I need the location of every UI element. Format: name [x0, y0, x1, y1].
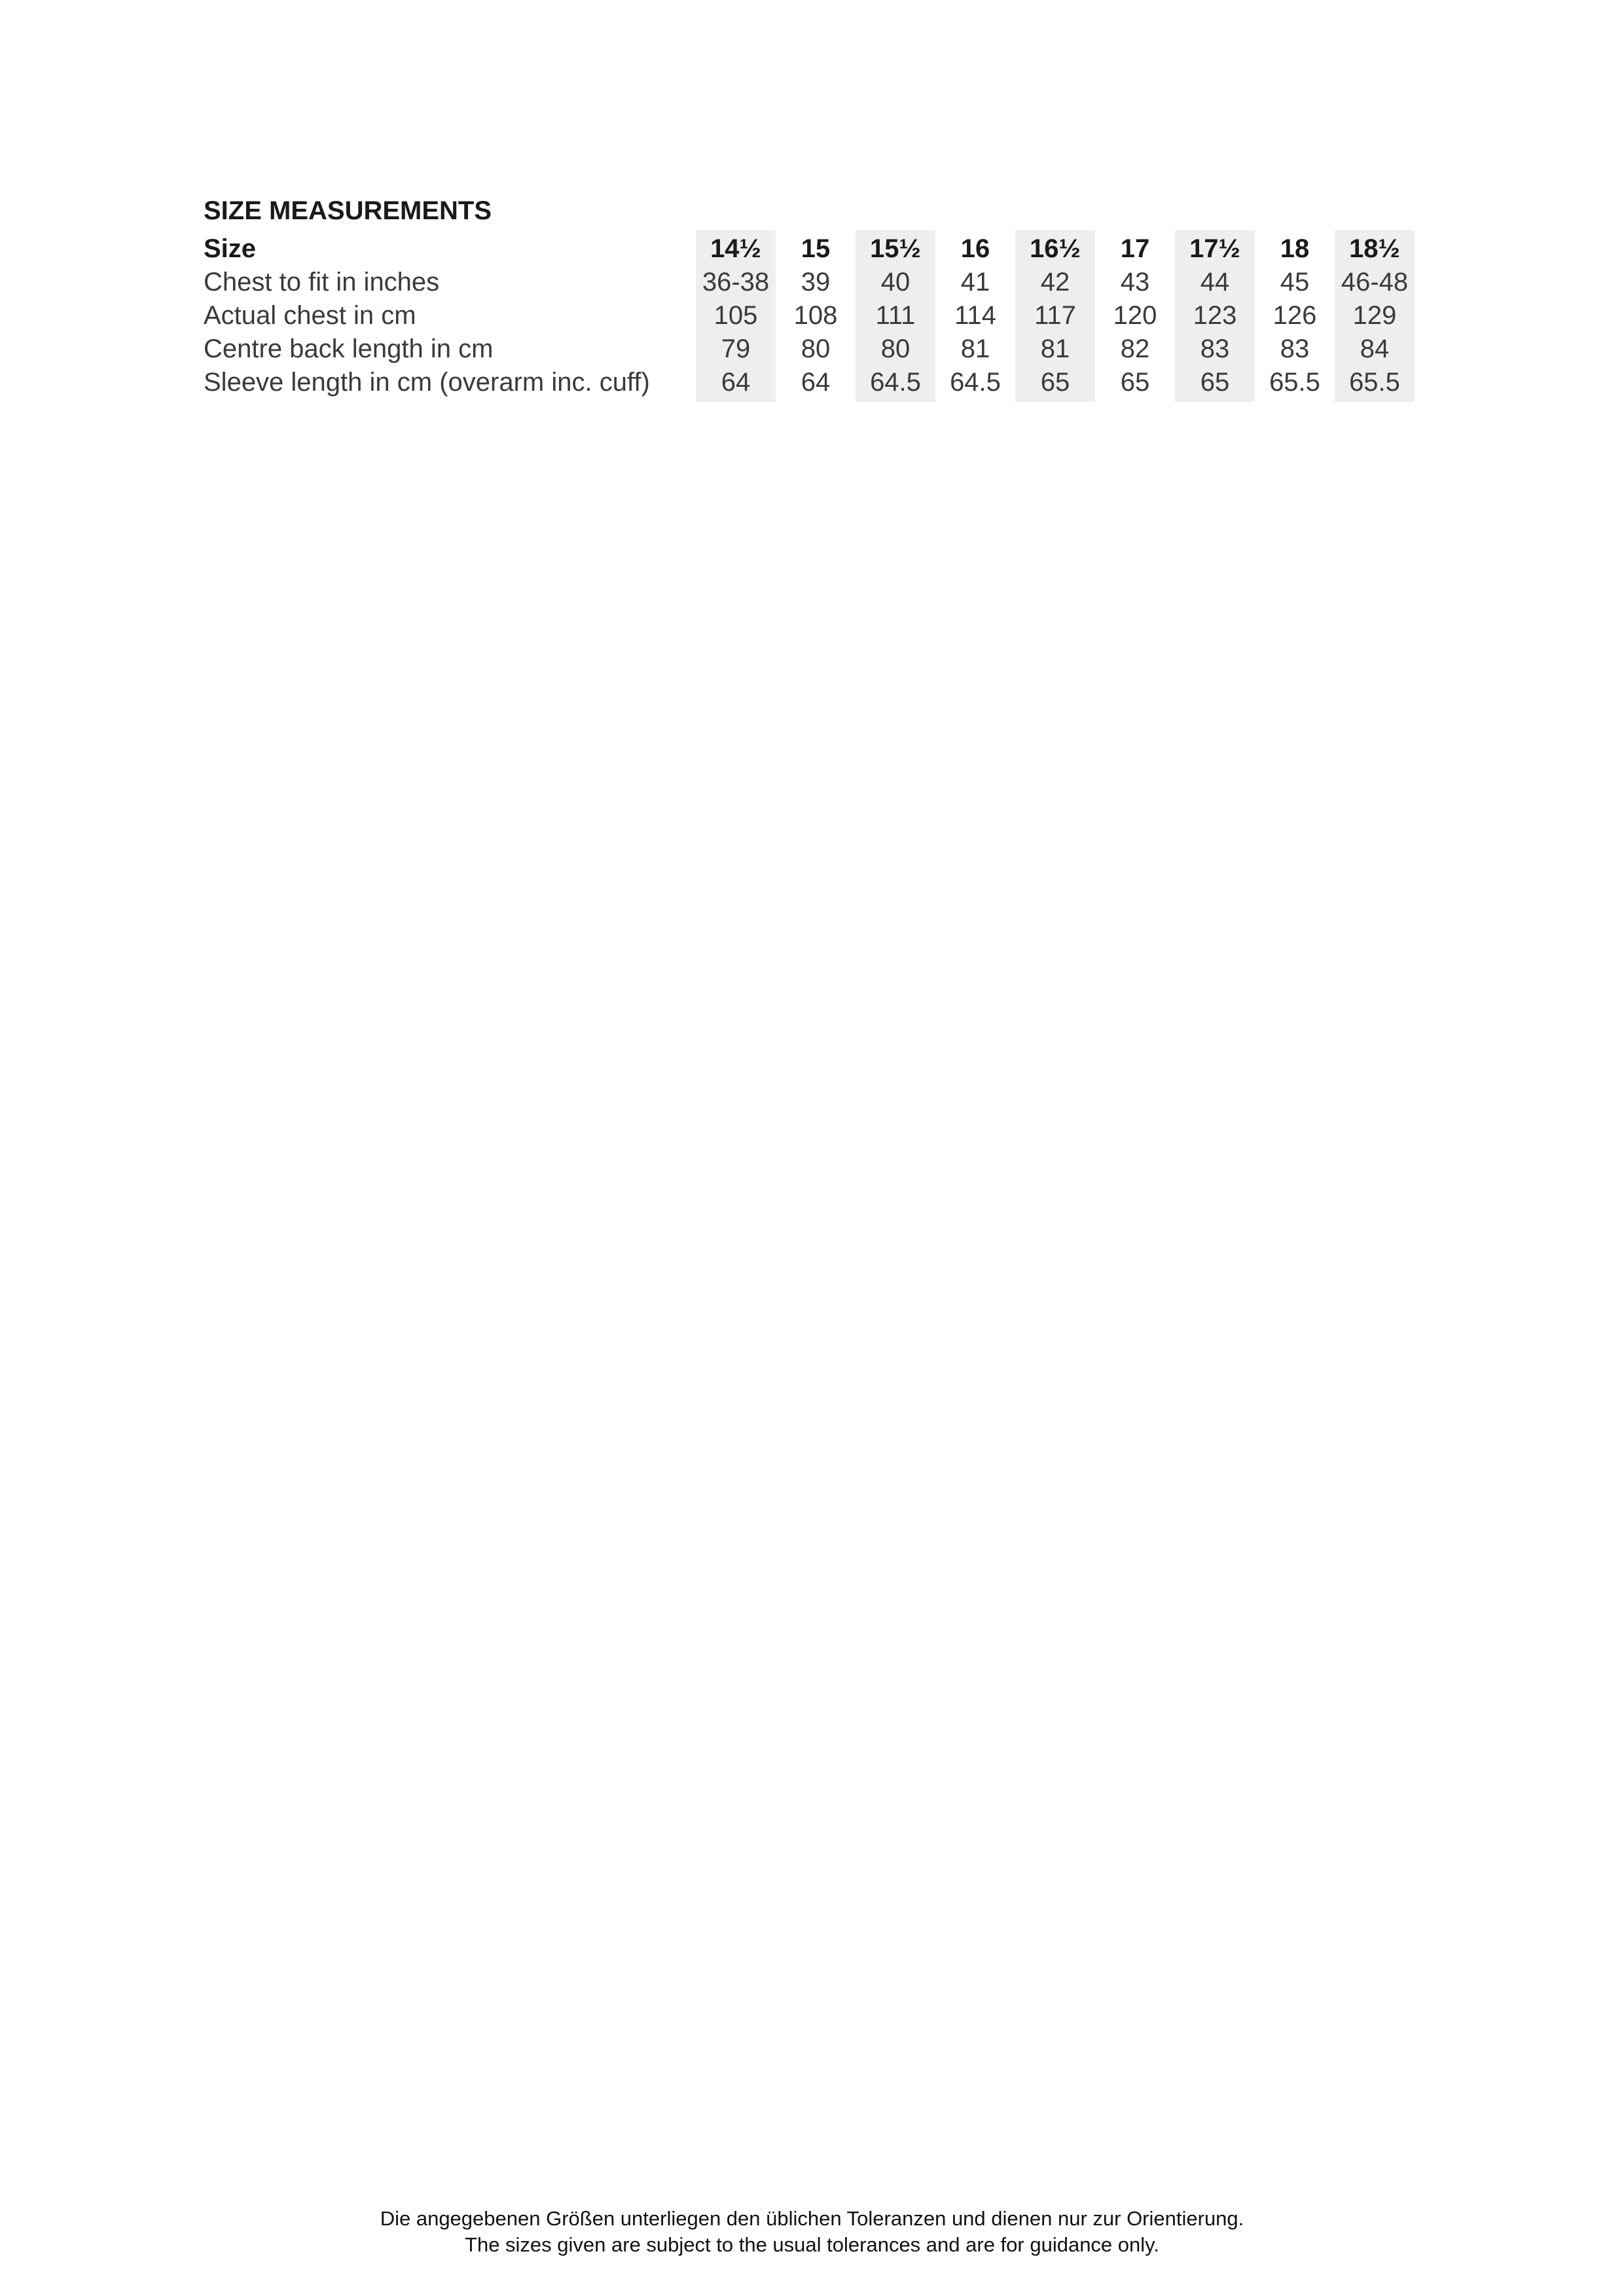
size-header: 15	[801, 234, 831, 263]
table-cell: 126	[1272, 301, 1317, 330]
table-cell: 64.5	[950, 368, 1001, 397]
table-cell: 65	[1120, 368, 1150, 397]
table-cell: 64.5	[870, 368, 921, 397]
footer-disclaimer-de: Die angegebenen Größen unterliegen den üblichen Toleranzen und dienen nur zur Orientierung.	[380, 2207, 1244, 2230]
table-cell: 108	[793, 301, 838, 330]
table-cell: 81	[1040, 334, 1070, 363]
table-header-row	[204, 232, 1415, 266]
table-cell: 43	[1120, 268, 1150, 296]
table-row	[204, 299, 1415, 332]
size-measurements-table	[204, 232, 1415, 399]
size-header: 15½	[870, 234, 921, 263]
table-cell: 117	[1034, 301, 1076, 330]
table-cell: 65.5	[1349, 368, 1400, 397]
row-label: Chest to fit in inches	[204, 268, 440, 296]
table-cell: 82	[1120, 334, 1150, 363]
table-cell: 83	[1200, 334, 1230, 363]
size-header: 17½	[1189, 234, 1240, 263]
row-label: Actual chest in cm	[204, 301, 416, 330]
size-header: 18½	[1349, 234, 1400, 263]
size-header: 14½	[710, 234, 761, 263]
table-cell: 36-38	[702, 268, 770, 296]
table-cell: 80	[880, 334, 911, 363]
table-cell: 65.5	[1269, 368, 1320, 397]
row-label: Centre back length in cm	[204, 334, 494, 363]
table-cell: 120	[1113, 301, 1157, 330]
table-row	[204, 266, 1415, 299]
row-label: Sleeve length in cm (overarm inc. cuff)	[204, 368, 650, 397]
table-row	[204, 366, 1415, 399]
table-header-label: Size	[204, 234, 257, 263]
table-cell: 65	[1200, 368, 1230, 397]
table-cell: 81	[960, 334, 990, 363]
table-row	[204, 332, 1415, 366]
size-header: 16	[960, 234, 990, 263]
table-cell: 64	[721, 368, 751, 397]
table-cell: 65	[1040, 368, 1070, 397]
size-header: 18	[1280, 234, 1310, 263]
footer-disclaimer-en: The sizes given are subject to the usual tolerances and are for guidance only.	[465, 2233, 1159, 2256]
table-cell: 41	[960, 268, 990, 296]
table-cell: 114	[954, 301, 996, 330]
table-cell: 39	[801, 268, 831, 296]
table-cell: 105	[713, 301, 758, 330]
table-cell: 129	[1352, 301, 1397, 330]
table-cell: 40	[880, 268, 911, 296]
table-cell: 45	[1280, 268, 1310, 296]
size-header: 16½	[1030, 234, 1081, 263]
table-cell: 44	[1200, 268, 1230, 296]
table-cell: 123	[1193, 301, 1237, 330]
table-cell: 42	[1040, 268, 1070, 296]
table-cell: 84	[1360, 334, 1390, 363]
table-cell: 46-48	[1341, 268, 1409, 296]
table-cell: 80	[801, 334, 831, 363]
table-cell: 64	[801, 368, 831, 397]
table-cell: 79	[721, 334, 751, 363]
table-cell: 111	[875, 301, 916, 330]
size-header: 17	[1120, 234, 1150, 263]
section-title: SIZE MEASUREMENTS	[204, 196, 492, 225]
table-cell: 83	[1280, 334, 1310, 363]
